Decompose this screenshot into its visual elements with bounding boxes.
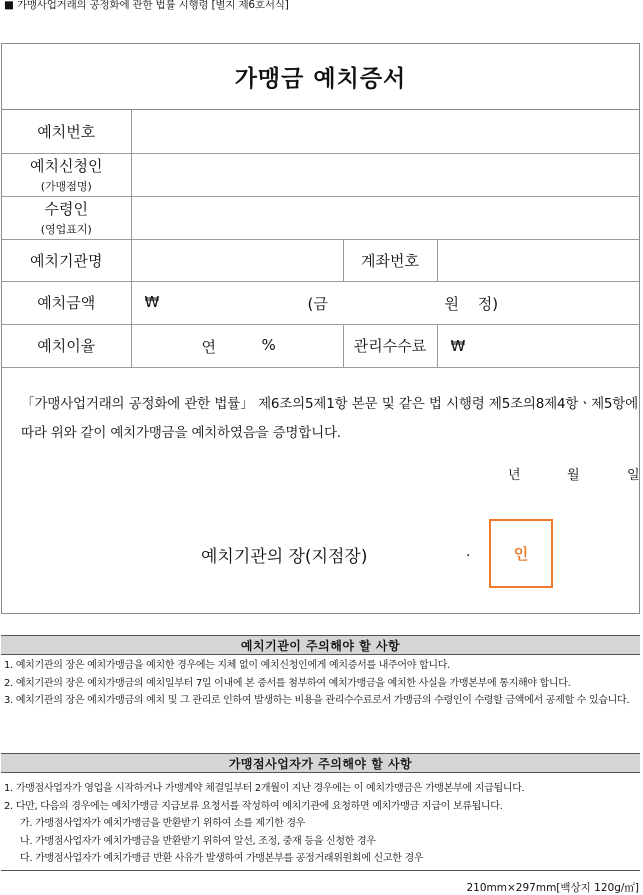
franchisee-notice-item: 2. 다만, 다음의 경우에는 예치가맹금 지급보류 요청서를 작성하여 예치기관에 요청하면 예치가맹금 지급이 보류됩니다. [4,800,503,812]
institution-field[interactable] [131,239,343,281]
rate-percent: % [261,335,276,354]
amount-field[interactable] [131,281,639,324]
institution-notice-item: 1. 예치기관의 장은 예치가맹금을 예치한 경우에는 지체 없이 예치신청인에게 예치증서를 내주어야 합니다. [4,660,450,671]
date-year: 년 [508,468,521,483]
recipient-label-cell [2,196,131,239]
form-header [4,0,289,12]
bottom-rule [1,870,640,871]
signature-dot: . [466,544,471,560]
date-month: 월 [567,468,580,483]
amount-currency: ₩ [144,292,160,311]
applicant-label: 예치신청인 [30,156,103,175]
institution-notice-body [4,657,638,710]
row-rate [2,324,639,367]
fee-field[interactable] [437,324,639,367]
account-field[interactable] [437,239,639,281]
franchisee-notice-subitem: 나. 가맹점사업자가 예치가맹금을 반환받기 위하여 알선, 조정, 중재 등을 신청한 경우 [20,835,376,847]
fee-currency: ₩ [450,336,466,355]
seal-text: 인 [513,545,529,563]
franchisee-notice-body [4,780,638,868]
deposit-number-field[interactable] [131,110,639,153]
amount-open-paren: (금 [307,294,328,313]
deposit-certificate-form [1,43,640,614]
rate-year: 연 [201,337,216,356]
applicant-label-cell [2,153,131,196]
paper-spec-footer: 210mm×297mm[백상지 120g/㎡] [466,882,639,894]
deposit-number-label: 예치번호 [2,110,131,153]
franchisee-notice-item: 1. 가맹점사업자가 영업을 시작하거나 가맹계약 체결일부터 2개월이 지난 경우에는 이 예치가맹금은 가맹본부에 지급됩니다. [4,783,525,794]
seal-box[interactable] [489,519,553,588]
recipient-field[interactable] [131,196,639,239]
applicant-field[interactable] [131,153,639,196]
fee-label: 관리수수료 [343,324,437,367]
form-title: 가맹금 예치증서 [2,44,639,110]
row-recipient [2,196,639,239]
fields-table [2,110,639,368]
recipient-label: 수령인 [44,199,88,218]
header-bullet: ■ [4,0,14,11]
rate-field[interactable] [131,324,343,367]
date-day: 일 [627,468,640,483]
franchisee-notice-subitem: 가. 가맹점사업자가 예치가맹금을 반환받기 위하여 소를 제기한 경우 [20,818,306,829]
rate-label: 예치이율 [2,324,131,367]
institution-label: 예치기관명 [2,239,131,281]
signature-label: 예치기관의 장(지점장) [201,547,368,567]
header-text: 가맹사업거래의 공정화에 관한 법률 시행령 [별지 제6호서식] [16,0,289,11]
institution-notice-item: 3. 예치기관의 장은 예치가맹금의 예치 및 그 관리로 인하여 발생하는 비용을 관리수수료로서 가맹금의 수령인이 수령할 금액에서 공제할 수 있습니다. [4,695,630,706]
applicant-sublabel: (가맹점명) [40,179,92,193]
institution-notice-item: 2. 예치기관의 장은 예치가맹금의 예치일부터 7일 이내에 본 증서를 첨부하여 예치가맹금을 예치한 사실을 가맹본부에 통지해야 합니다. [4,677,571,689]
institution-notice-title: 예치기관이 주의해야 할 사항 [1,635,640,655]
amount-won-close: 원 정) [444,294,499,313]
amount-label: 예치금액 [2,281,131,324]
account-label: 계좌번호 [343,239,437,281]
row-institution [2,239,639,281]
recipient-sublabel: (영업표지) [40,222,92,236]
row-amount [2,281,639,324]
franchisee-notice-subitem: 다. 가맹점사업자가 예치가맹금 반환 사유가 발생하여 가맹본부를 공정거래위원회에 신고한 경우 [20,853,424,864]
row-deposit-number [2,110,639,153]
row-applicant [2,153,639,196]
certification-text: 「가맹사업거래의 공정화에 관한 법률」 제6조의5제1항 본문 및 같은 법 시행령 제5조의8제4항ㆍ제5항에 따라 위와 같이 예치가맹금을 예치하였음을 증명합니다. [21,396,638,441]
franchisee-notice-title: 가맹점사업자가 주의해야 할 사항 [1,753,640,773]
